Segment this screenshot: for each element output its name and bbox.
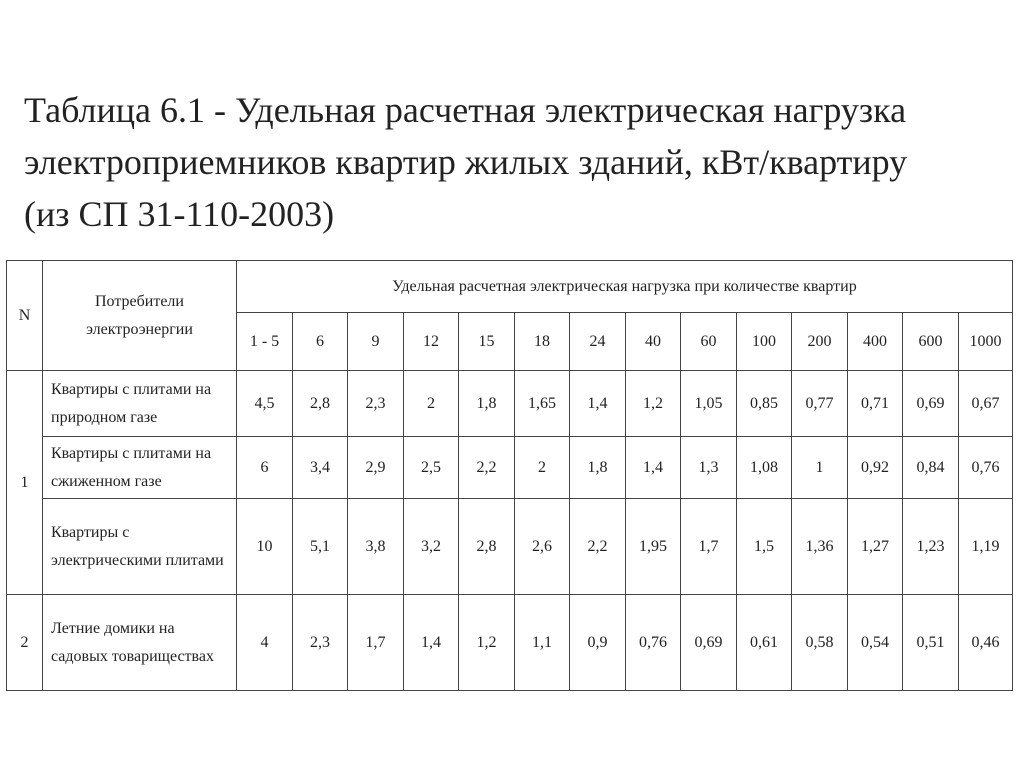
- value-cell: 2,3: [348, 371, 404, 437]
- value-cell: 2,6: [515, 499, 570, 595]
- header-row-top: [7, 261, 1013, 313]
- consumer-cell: Летние домики на садовых товариществах: [43, 595, 237, 691]
- title-line-3: (из СП 31-110-2003): [24, 194, 335, 234]
- table-row: [7, 437, 1013, 499]
- value-cell: 1,2: [626, 371, 681, 437]
- value-cell: 1,5: [737, 499, 792, 595]
- header-count: 15: [459, 313, 515, 371]
- value-cell: 2,3: [293, 595, 348, 691]
- value-cell: 0,54: [848, 595, 903, 691]
- page-title: [24, 84, 1014, 240]
- title-line-2: электроприемников квартир жилых зданий, кВт/квартиру: [24, 142, 908, 182]
- value-cell: 0,76: [959, 437, 1013, 499]
- value-cell: 2,8: [293, 371, 348, 437]
- value-cell: 2,5: [404, 437, 459, 499]
- value-cell: 0,61: [737, 595, 792, 691]
- value-cell: 1,7: [681, 499, 737, 595]
- header-count: 60: [681, 313, 737, 371]
- value-cell: 1,8: [570, 437, 626, 499]
- group-number: 1: [7, 371, 43, 595]
- value-cell: 2,2: [570, 499, 626, 595]
- value-cell: 1,05: [681, 371, 737, 437]
- value-cell: 0,76: [626, 595, 681, 691]
- header-count: 12: [404, 313, 459, 371]
- consumer-cell: Квартиры с плитами на сжиженном газе: [43, 437, 237, 499]
- table-row: [7, 499, 1013, 595]
- value-cell: 1: [792, 437, 848, 499]
- value-cell: 2,2: [459, 437, 515, 499]
- table-row: [7, 371, 1013, 437]
- value-cell: 0,9: [570, 595, 626, 691]
- header-load-caption: Удельная расчетная электрическая нагрузка при количестве квартир: [237, 261, 1013, 313]
- value-cell: 1,19: [959, 499, 1013, 595]
- group-number: 2: [7, 595, 43, 691]
- value-cell: 2: [515, 437, 570, 499]
- value-cell: 0,69: [903, 371, 959, 437]
- header-count: 400: [848, 313, 903, 371]
- value-cell: 3,4: [293, 437, 348, 499]
- value-cell: 1,27: [848, 499, 903, 595]
- value-cell: 0,69: [681, 595, 737, 691]
- value-cell: 10: [237, 499, 293, 595]
- value-cell: 5,1: [293, 499, 348, 595]
- value-cell: 1,4: [626, 437, 681, 499]
- header-n: N: [7, 261, 43, 371]
- value-cell: 1,36: [792, 499, 848, 595]
- consumer-cell: Квартиры с плитами на природном газе: [43, 371, 237, 437]
- header-count: 18: [515, 313, 570, 371]
- value-cell: 0,85: [737, 371, 792, 437]
- value-cell: 1,95: [626, 499, 681, 595]
- value-cell: 3,8: [348, 499, 404, 595]
- value-cell: 2,8: [459, 499, 515, 595]
- value-cell: 0,58: [792, 595, 848, 691]
- value-cell: 0,92: [848, 437, 903, 499]
- value-cell: 0,77: [792, 371, 848, 437]
- value-cell: 0,51: [903, 595, 959, 691]
- value-cell: 0,46: [959, 595, 1013, 691]
- value-cell: 1,1: [515, 595, 570, 691]
- value-cell: 1,4: [404, 595, 459, 691]
- value-cell: 1,7: [348, 595, 404, 691]
- value-cell: 1,65: [515, 371, 570, 437]
- value-cell: 1,8: [459, 371, 515, 437]
- value-cell: 2: [404, 371, 459, 437]
- table-row: [7, 595, 1013, 691]
- load-table: [6, 260, 1013, 691]
- value-cell: 1,23: [903, 499, 959, 595]
- value-cell: 0,67: [959, 371, 1013, 437]
- header-count: 40: [626, 313, 681, 371]
- header-count: 600: [903, 313, 959, 371]
- header-consumers: Потребители электроэнергии: [43, 261, 237, 371]
- header-count: 24: [570, 313, 626, 371]
- value-cell: 1,4: [570, 371, 626, 437]
- header-count: 6: [293, 313, 348, 371]
- header-count: 9: [348, 313, 404, 371]
- consumer-cell: Квартиры с электрическими плитами: [43, 499, 237, 595]
- value-cell: 4: [237, 595, 293, 691]
- value-cell: 1,08: [737, 437, 792, 499]
- value-cell: 1,2: [459, 595, 515, 691]
- title-line-1: Таблица 6.1 - Удельная расчетная электрическая нагрузка: [24, 90, 907, 130]
- value-cell: 3,2: [404, 499, 459, 595]
- value-cell: 4,5: [237, 371, 293, 437]
- header-count: 200: [792, 313, 848, 371]
- header-count: 100: [737, 313, 792, 371]
- header-count: 1 - 5: [237, 313, 293, 371]
- value-cell: 1,3: [681, 437, 737, 499]
- value-cell: 0,84: [903, 437, 959, 499]
- header-count: 1000: [959, 313, 1013, 371]
- value-cell: 0,71: [848, 371, 903, 437]
- value-cell: 2,9: [348, 437, 404, 499]
- value-cell: 6: [237, 437, 293, 499]
